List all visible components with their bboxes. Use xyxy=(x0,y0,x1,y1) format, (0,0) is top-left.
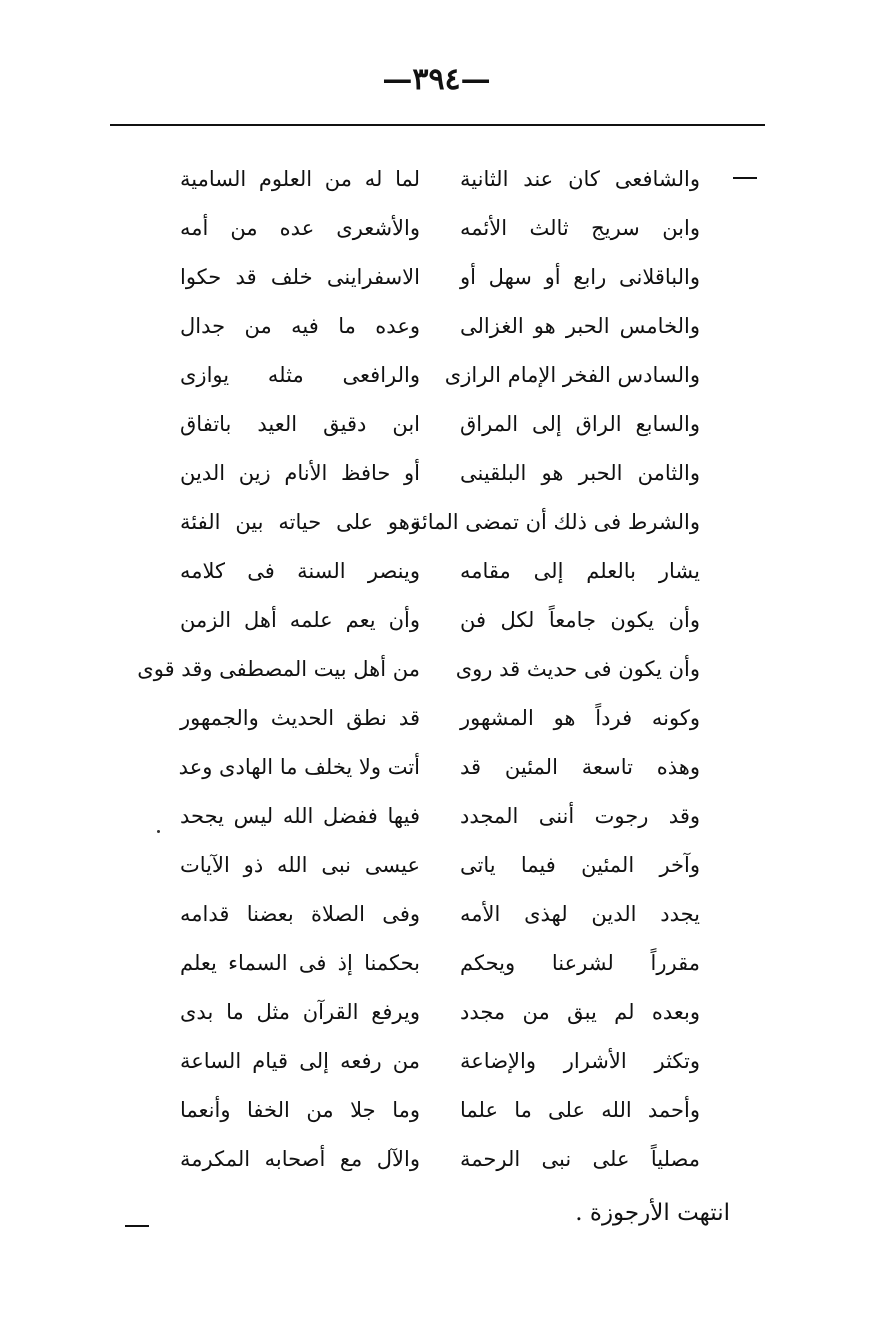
verse-second-hemistich: أتت ولا يخلف ما الهادى وعد xyxy=(178,755,420,779)
verse-line xyxy=(180,1037,700,1086)
verse-line xyxy=(137,645,700,694)
verse-first-hemistich: وكونه فرداً هو المشهور xyxy=(460,706,700,730)
verse-line xyxy=(180,449,700,498)
verse-line xyxy=(180,939,700,988)
verse-second-hemistich: لما له من العلوم السامية xyxy=(180,167,420,191)
verse-line xyxy=(180,547,700,596)
verse-second-hemistich: أو حافظ الأنام زين الدين xyxy=(180,461,420,485)
closing-line: انتهت الأرجوزة . xyxy=(575,1200,730,1226)
verse-second-hemistich: الاسفراينى خلف قد حكوا xyxy=(180,265,420,289)
verse-first-hemistich: والباقلانى رابع أو سهل أو xyxy=(460,265,700,289)
verse-line xyxy=(180,792,700,841)
verse-first-hemistich: والشافعى كان عند الثانية xyxy=(460,167,700,191)
verse-line xyxy=(180,1086,700,1135)
verse-line xyxy=(180,890,700,939)
verse-first-hemistich: والشرط فى ذلك أن تمضى المائة xyxy=(410,510,700,534)
verse-first-hemistich: وتكثر الأشرار والإضاعة xyxy=(460,1049,700,1073)
verse-line xyxy=(180,694,700,743)
verse-second-hemistich: وعده ما فيه من جدال xyxy=(180,314,420,338)
verse-first-hemistich: مقرراً لشرعنا ويحكم xyxy=(460,951,700,975)
verse-first-hemistich: والخامس الحبر هو الغزالى xyxy=(460,314,700,338)
end-dash xyxy=(125,1225,149,1227)
verse-line xyxy=(180,498,700,547)
verse-first-hemistich: والسابع الراق إلى المراق xyxy=(460,412,700,436)
verse-second-hemistich: من رفعه إلى قيام الساعة xyxy=(180,1049,420,1073)
verse-second-hemistich: وهو على حياته بين الفئة xyxy=(180,510,420,534)
verse-second-hemistich: والآل مع أصحابه المكرمة xyxy=(180,1147,420,1171)
verse-second-hemistich: وأن يعم علمه أهل الزمن xyxy=(180,608,420,632)
verse-second-hemistich: من أهل بيت المصطفى وقد قوى xyxy=(137,657,420,681)
poem-verses xyxy=(137,155,700,1184)
verse-second-hemistich: بحكمنا إذ فى السماء يعلم xyxy=(180,951,420,975)
start-dash xyxy=(733,177,757,179)
verse-first-hemistich: والسادس الفخر الإمام الرازى xyxy=(444,363,700,387)
verse-line xyxy=(180,302,700,351)
verse-second-hemistich: قد نطق الحديث والجمهور xyxy=(180,706,420,730)
verse-line xyxy=(180,204,700,253)
verse-first-hemistich: مصلياً على نبى الرحمة xyxy=(460,1147,700,1171)
verse-first-hemistich: وهذه تاسعة المئين قد xyxy=(460,755,700,779)
verse-line xyxy=(180,253,700,302)
verse-first-hemistich: وآخر المئين فيما ياتى xyxy=(460,853,700,877)
verse-second-hemistich: عيسى نبى الله ذو الآيات xyxy=(180,853,420,877)
verse-second-hemistich: وفى الصلاة بعضنا قدامه xyxy=(180,902,420,926)
verse-line xyxy=(180,1135,700,1184)
page-number: —٣٩٤— xyxy=(382,62,491,97)
verse-second-hemistich: وما جلا من الخفا وأنعما xyxy=(180,1098,420,1122)
verse-first-hemistich: وأن يكون جامعاً لكل فن xyxy=(460,608,700,632)
verse-second-hemistich: والأشعرى عده من أمه xyxy=(180,216,420,240)
verse-first-hemistich: وقد رجوت أننى المجدد xyxy=(460,804,700,828)
verse-first-hemistich: يشار بالعلم إلى مقامه xyxy=(460,559,700,583)
verse-second-hemistich: ابن دقيق العيد باتفاق xyxy=(180,412,420,436)
verse-line xyxy=(180,988,700,1037)
verse-first-hemistich: والثامن الحبر هو البلقينى xyxy=(460,461,700,485)
verse-first-hemistich: وبعده لم يبق من مجدد xyxy=(460,1000,700,1024)
verse-line xyxy=(180,596,700,645)
verse-first-hemistich: وأحمد الله على ما علما xyxy=(460,1098,700,1122)
verse-line xyxy=(180,400,700,449)
verse-line xyxy=(180,351,700,400)
verse-second-hemistich: ويرفع القرآن مثل ما بدى xyxy=(180,1000,420,1024)
verse-second-hemistich: وينصر السنة فى كلامه xyxy=(180,559,420,583)
verse-line xyxy=(180,841,700,890)
verse-first-hemistich: وابن سريج ثالث الأئمه xyxy=(460,216,700,240)
verse-second-hemistich: والرافعى مثله يوازى xyxy=(180,363,420,387)
verse-first-hemistich: يجدد الدين لهذى الأمه xyxy=(460,902,700,926)
verse-second-hemistich: فيها ففضل الله ليس يجحد xyxy=(180,804,420,828)
verse-line xyxy=(180,743,700,792)
verse-line xyxy=(180,155,700,204)
header-rule xyxy=(110,124,765,126)
verse-first-hemistich: وأن يكون فى حديث قد روى xyxy=(455,657,700,681)
ink-speck xyxy=(157,830,160,833)
